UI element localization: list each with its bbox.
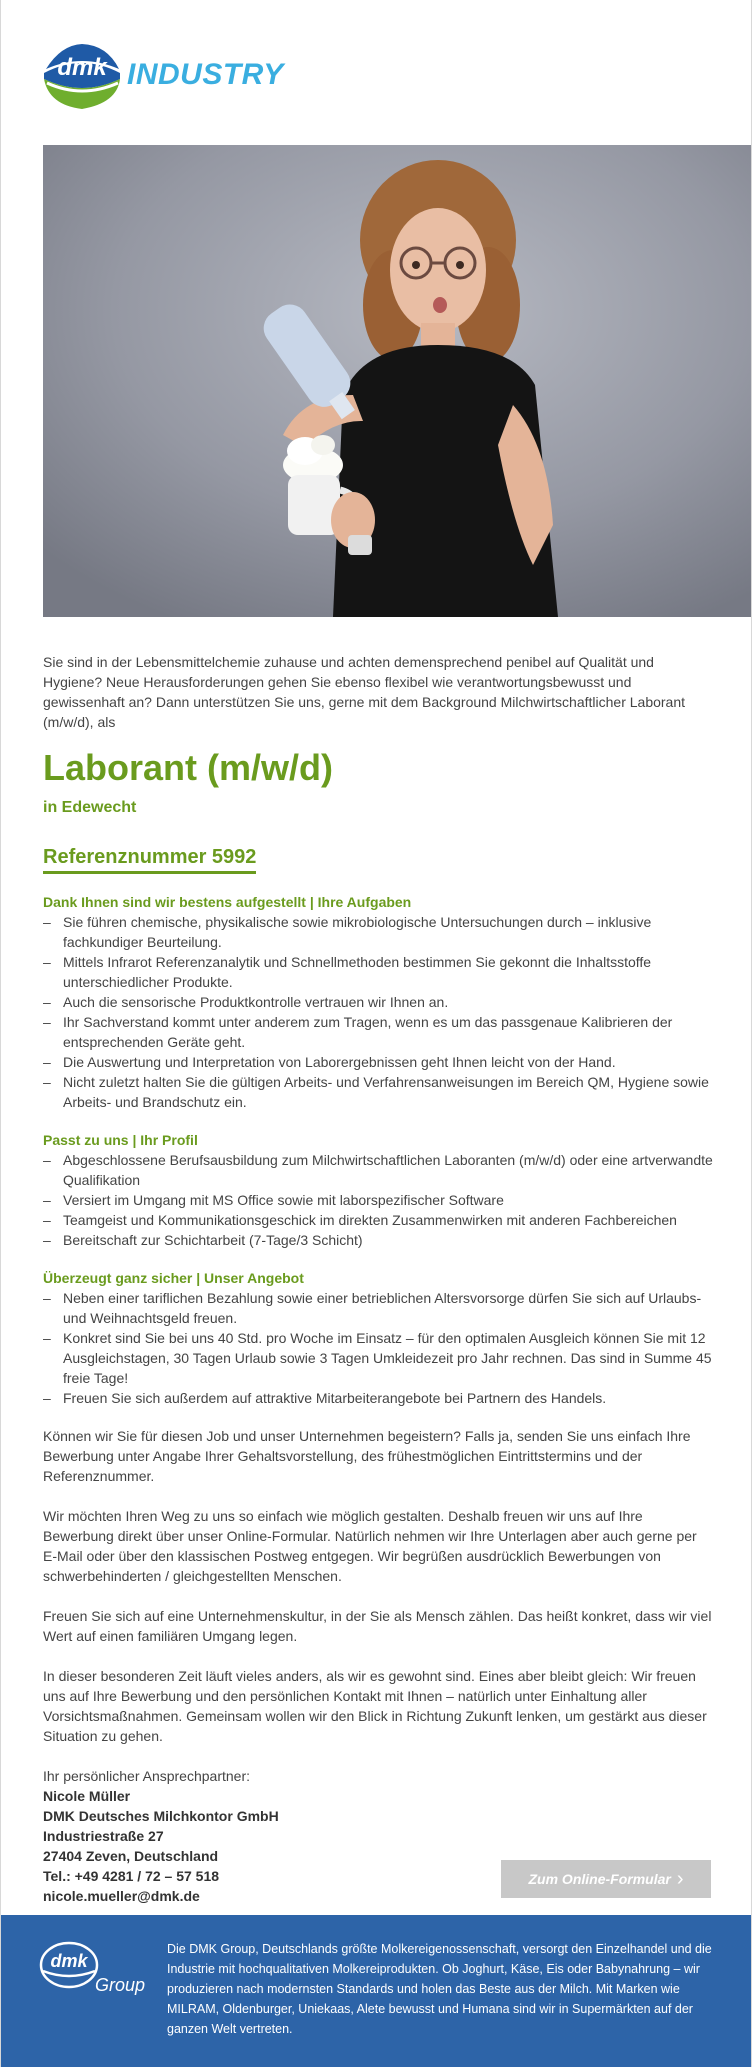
footer: [1, 1915, 751, 2067]
footer-logo-text: dmk: [50, 1951, 88, 1971]
job-location: in Edewecht: [43, 799, 137, 816]
contact-name: Nicole Müller: [43, 1788, 131, 1804]
section-tasks: [43, 892, 713, 1112]
list-item: – Nicht zuletzt halten Sie die gültigen Arbeits- und Verfahrensanweisungen im Bereich QM, Hygiene sowie Arbeits- und Brandschutz ein.: [43, 1072, 713, 1112]
footer-logo-word: Group: [95, 1975, 146, 1995]
online-form-button-label: Zum Online-Formular: [528, 1871, 671, 1887]
list-item: – Abgeschlossene Berufsausbildung zum Milchwirtschaftlichen Laboranten (m/w/d) oder eine artverwandte Qualifikation: [43, 1150, 713, 1190]
logo-word: INDUSTRY: [127, 58, 284, 91]
list-item: – Die Auswertung und Interpretation von Laborergebnissen geht Ihnen leicht von der Hand.: [43, 1052, 713, 1072]
culture-paragraph: Freuen Sie sich auf eine Unternehmenskultur, in der Sie als Mensch zählen. Das heißt konkret, dass wir viel Wert auf einen familiären Umgang legen.: [43, 1608, 712, 1644]
list-item: – Konkret sind Sie bei uns 40 Std. pro Woche im Einsatz – für den optimalen Ausgleich können Sie mit 12 Ausgleichstagen, 30 Tagen Urlaub sowie 3 Tagen Umkleidezeit pro Jahr rechnen. Das sind in Summe 45 freie Tage!: [43, 1328, 713, 1388]
online-form-paragraph: Wir möchten Ihren Weg zu uns so einfach wie möglich gestalten. Deshalb freuen wir uns auf Ihre Bewerbung direkt über unser Online-Formular. Natürlich nehmen wir Ihre Unterlagen aber auch gerne per E-Mail oder über den klassischen Postweg entgegen. Wir begrüßen ausdrücklich Bewerbungen von schwerbehinderten / gleichgestellten Menschen.: [43, 1508, 697, 1584]
list-item: – Freuen Sie sich außerdem auf attraktive Mitarbeiterangebote bei Partnern des Handels.: [43, 1388, 713, 1408]
application-paragraph: Können wir Sie für diesen Job und unser Unternehmen begeistern? Falls ja, senden Sie uns einfach Ihre Bewerbung unter Angabe Ihrer Gehaltsvorstellung, des frühestmöglichen Eintrittstermins und der Referenznummer.: [43, 1428, 691, 1484]
hero-image: [43, 145, 751, 617]
intro-text: Sie sind in der Lebensmittelchemie zuhause und achten demensprechend penibel auf Qualität und Hygiene? Neue Herausforderungen gehen Sie ebenso flexibel wie verantwortungsbewusst und gewissenhaft an? Dann unterstützen Sie uns, gerne mit dem Background Milchwirtschaftlicher Laborant (m/w/d), als: [43, 654, 686, 730]
list-item: – Versiert im Umgang mit MS Office sowie mit laborspezifischer Software: [43, 1190, 713, 1210]
offer-list: [43, 1288, 713, 1408]
contact-label: Ihr persönlicher Ansprechpartner:: [43, 1768, 250, 1784]
job-title: Laborant (m/w/d): [43, 747, 333, 788]
list-item: – Neben einer tariflichen Bezahlung sowie einer betrieblichen Altersvorsorge dürfen Sie sich auf Urlaubs- und Weihnachtsgeld freuen.: [43, 1288, 713, 1328]
reference-number: Referenznummer 5992: [43, 844, 256, 874]
list-item: – Bereitschaft zur Schichtarbeit (7-Tage/3 Schicht): [43, 1230, 713, 1250]
contact-company: DMK Deutsches Milchkontor GmbH: [43, 1808, 279, 1824]
special-times-paragraph: In dieser besonderen Zeit läuft vieles anders, als wir es gewohnt sind. Eines aber bleibt gleich: Wir freuen uns auf Ihre Bewerbung und den persönlichen Kontakt mit Ihnen – natürlich unter Einhaltung aller Vorsichtsmaßnahmen. Gemeinsam wollen wir den Blick in Richtung Zukunft lenken, um gestärkt aus dieser Situation zu gehen.: [43, 1668, 707, 1744]
contact-street: Industriestraße 27: [43, 1828, 164, 1844]
logo-text: dmk: [57, 54, 107, 81]
list-item: – Sie führen chemische, physikalische sowie mikrobiologische Untersuchungen durch – inklusive fachkundiger Beurteilung.: [43, 912, 713, 952]
chevron-right-icon: ›: [676, 1868, 684, 1890]
contact-city: 27404 Zeven, Deutschland: [43, 1848, 219, 1864]
section-title: Dank Ihnen sind wir bestens aufgestellt | Ihre Aufgaben: [43, 894, 412, 910]
contact-email[interactable]: nicole.mueller@dmk.de: [43, 1888, 200, 1904]
profile-list: [43, 1150, 713, 1250]
section-profile: [43, 1130, 713, 1250]
list-item: – Mittels Infrarot Referenzanalytik und Schnellmethoden bestimmen Sie gekonnt die Inhaltsstoffe unterschiedlicher Produkte.: [43, 952, 713, 992]
contact-phone[interactable]: Tel.: +49 4281 / 72 – 57 518: [43, 1868, 220, 1884]
list-item: – Teamgeist und Kommunikationsgeschick im direkten Zusammenwirken mit anderen Fachbereichen: [43, 1210, 713, 1230]
main-content: [43, 652, 713, 1906]
list-item: – Auch die sensorische Produktkontrolle vertrauen wir Ihnen an.: [43, 992, 713, 1012]
dmk-industry-logo[interactable]: [41, 38, 284, 112]
dmk-group-logo[interactable]: [39, 1939, 149, 1999]
online-form-button[interactable]: [501, 1860, 711, 1898]
task-list: [43, 912, 713, 1112]
section-title: Überzeugt ganz sicher | Unser Angebot: [43, 1270, 304, 1286]
section-offer: [43, 1268, 713, 1408]
dmk-badge-icon: [41, 39, 123, 111]
footer-text: Die DMK Group, Deutschlands größte Molkereigenossenschaft, versorgt den Einzelhandel und die Industrie mit hochqualitativen Molkereiprodukten. Ob Joghurt, Käse, Eis oder Babynahrung – wir produzieren nach modernsten Standards und holen das Beste aus der Milch. Mit Marken wie MILRAM, Oldenburger, Uniekaas, Alete bewusst und Humana sind wir in Supermärkten auf der ganzen Welt vertreten.: [167, 1942, 712, 2036]
section-title: Passt zu uns | Ihr Profil: [43, 1132, 198, 1148]
list-item: – Ihr Sachverstand kommt unter anderem zum Tragen, wenn es um das passgenaue Kalibrieren der entsprechenden Geräte geht.: [43, 1012, 713, 1052]
